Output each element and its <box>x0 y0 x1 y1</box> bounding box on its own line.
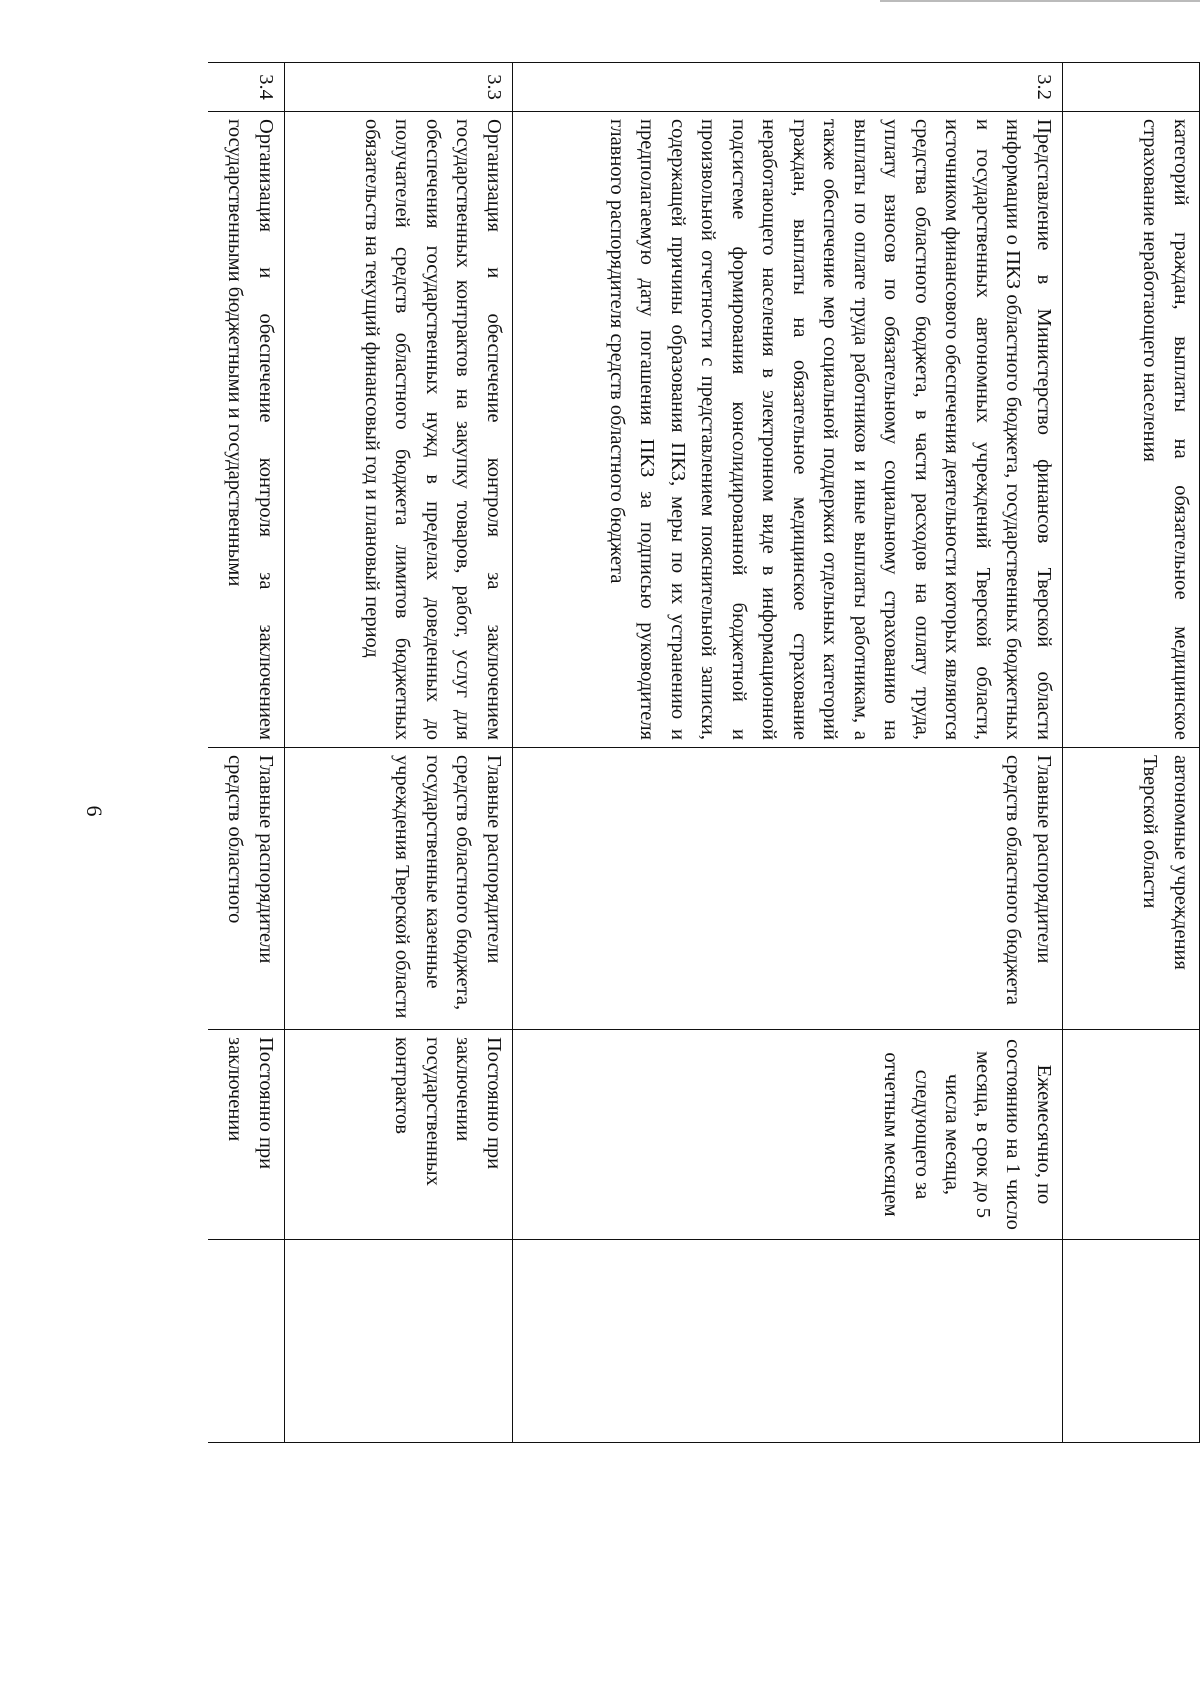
row-number: 3.3 <box>285 63 513 112</box>
measure-text: Организация и обеспечение контроля за заключением государственными бюджетными и государственными <box>208 112 285 748</box>
empty-cell <box>513 1240 1063 1443</box>
page-number: 6 <box>82 805 107 817</box>
row-number: 3.2 <box>513 63 1063 112</box>
measures-table <box>208 62 1200 1443</box>
table-row <box>208 63 285 1443</box>
measure-text: Представление в Министерство финансов Тверской области информации о ПКЗ областного бюджета, государственных бюджетных и государственных автономных учреждений Тверской области, источником финансового обеспечения деятельности которых являются средства областного бюджета, в части расходов на оплату труда, уплату взносов по обязательному социальному страхованию на выплаты по оплате труда работников и иные выплаты работникам, а также обеспечение мер социальной поддержки отдельных категорий граждан, выплаты на обязательное медицинское страхование неработающего населения в электронном виде в информационной подсистеме формирования консолидированной бюджетной и произвольной отчетности с представлением пояснительной записки, содержащей причины образования ПКЗ, меры по их устранению и предполагаемую дату погашения ПКЗ за подписью руководителя главного распорядителя средств областного бюджета <box>513 112 1063 748</box>
table-row <box>1063 63 1200 1443</box>
measure-text: Организация и обеспечение контроля за заключением государственных контрактов на закупку товаров, работ, услуг для обеспечения государственных нужд в пределах доведенных до получателей средств областного бюджета лимитов бюджетных обязательств на текущий финансовый год и плановый период <box>285 112 513 748</box>
table-row <box>513 63 1063 1443</box>
term-cell: Ежемесячно, по состоянию на 1 число месяца, в срок до 5 числа месяца, следующего за отчетным месяцем <box>513 1030 1063 1240</box>
empty-cell <box>208 1240 285 1443</box>
term-cell: Постоянно при заключении <box>208 1030 285 1240</box>
rotated-table-wrapper <box>130 62 1200 1442</box>
term-cell <box>1063 1030 1200 1240</box>
row-number <box>1063 63 1200 112</box>
scan-edge-line <box>880 0 1200 2</box>
executors-cell: Главные распорядители средств областного бюджета <box>513 748 1063 1030</box>
executors-cell: Главные распорядители средств областного бюджета, государственные казенные учреждения Тверской области <box>285 748 513 1030</box>
empty-cell <box>1063 1240 1200 1443</box>
empty-cell <box>285 1240 513 1443</box>
term-cell: Постоянно при заключении государственных контрактов <box>285 1030 513 1240</box>
table-row <box>285 63 513 1443</box>
executors-cell: автономные учреждения Тверской области <box>1063 748 1200 1030</box>
measure-text: категорий граждан, выплаты на обязательное медицинское страхование неработающего населения <box>1063 112 1200 748</box>
executors-cell: Главные распорядители средств областного <box>208 748 285 1030</box>
row-number: 3.4 <box>208 63 285 112</box>
